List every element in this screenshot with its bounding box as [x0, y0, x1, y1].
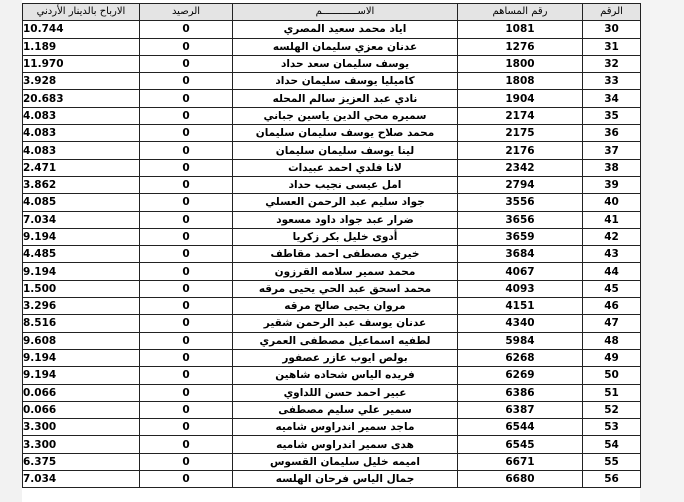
cell-member-number: 2174 — [458, 107, 583, 124]
table-row — [23, 315, 641, 332]
cell-profit: 7.034 — [23, 211, 140, 228]
cell-name: أدوى خليل بكر زكريا — [233, 228, 458, 245]
cell-balance: 0 — [140, 453, 233, 470]
table-row — [23, 107, 641, 124]
cell-num: 33 — [583, 73, 641, 90]
table-row — [23, 246, 641, 263]
cell-name: محمد صلاح يوسف سليمان سليمان — [233, 125, 458, 142]
cell-profit: 9.194 — [23, 367, 140, 384]
cell-member-number: 4151 — [458, 298, 583, 315]
table-row — [23, 21, 641, 38]
cell-profit: 9.194 — [23, 263, 140, 280]
cell-member-number: 2175 — [458, 125, 583, 142]
table-row — [23, 90, 641, 107]
cell-name: هدى سمير اندراوس شاميه — [233, 436, 458, 453]
table-row — [23, 384, 641, 401]
table-row — [23, 228, 641, 245]
cell-name: بولص ايوب عازر عصفور — [233, 349, 458, 366]
cell-member-number: 3556 — [458, 194, 583, 211]
cell-member-number: 6671 — [458, 453, 583, 470]
cell-name: نادي عبد العزيز سالم المحله — [233, 90, 458, 107]
cell-name: عدنان يوسف عبد الرحمن شقير — [233, 315, 458, 332]
cell-member-number: 1276 — [458, 38, 583, 55]
header-member-number: رقم المساهم — [458, 4, 583, 21]
cell-profit: 1.500 — [23, 280, 140, 297]
cell-num: 54 — [583, 436, 641, 453]
cell-name: فريده الياس شحاده شاهين — [233, 367, 458, 384]
cell-profit: 9.194 — [23, 349, 140, 366]
cell-name: محمد سمير سلامه القرزون — [233, 263, 458, 280]
cell-balance: 0 — [140, 90, 233, 107]
cell-balance: 0 — [140, 176, 233, 193]
cell-profit: 3.296 — [23, 298, 140, 315]
cell-balance: 0 — [140, 107, 233, 124]
cell-name: جمال الياس فرحان الهلسه — [233, 471, 458, 488]
cell-num: 43 — [583, 246, 641, 263]
cell-num: 42 — [583, 228, 641, 245]
cell-member-number: 1808 — [458, 73, 583, 90]
header-num: الرقم — [583, 4, 641, 21]
cell-num: 49 — [583, 349, 641, 366]
cell-balance: 0 — [140, 263, 233, 280]
cell-balance: 0 — [140, 194, 233, 211]
cell-member-number: 1081 — [458, 21, 583, 38]
cell-profit: 3.928 — [23, 73, 140, 90]
cell-num: 41 — [583, 211, 641, 228]
cell-member-number: 6269 — [458, 367, 583, 384]
cell-profit: 4.485 — [23, 246, 140, 263]
table-row — [23, 125, 641, 142]
table-row — [23, 263, 641, 280]
cell-profit: 3.300 — [23, 419, 140, 436]
cell-name: لطفيه اسماعيل مصطفى العمري — [233, 332, 458, 349]
table-row — [23, 194, 641, 211]
cell-name: ماجد سمير اندراوس شاميه — [233, 419, 458, 436]
cell-member-number: 4340 — [458, 315, 583, 332]
table-row — [23, 332, 641, 349]
table-row — [23, 55, 641, 72]
cell-balance: 0 — [140, 211, 233, 228]
cell-member-number: 1904 — [458, 90, 583, 107]
right-margin — [640, 0, 684, 502]
cell-profit: 6.375 — [23, 453, 140, 470]
cell-num: 55 — [583, 453, 641, 470]
cell-profit: 7.034 — [23, 471, 140, 488]
table-row — [23, 159, 641, 176]
cell-num: 34 — [583, 90, 641, 107]
cell-balance: 0 — [140, 436, 233, 453]
table-row — [23, 176, 641, 193]
cell-num: 36 — [583, 125, 641, 142]
cell-name: اميمه خليل سليمان القسوس — [233, 453, 458, 470]
cell-name: عدنان معزي سليمان الهلسه — [233, 38, 458, 55]
table-row — [23, 349, 641, 366]
cell-name: ضرار عبد جواد داود مسعود — [233, 211, 458, 228]
table-row — [23, 401, 641, 418]
header-balance: الرصيد — [140, 4, 233, 21]
cell-num: 48 — [583, 332, 641, 349]
cell-name: لينا يوسف سليمان سليمان — [233, 142, 458, 159]
cell-profit: 3.300 — [23, 436, 140, 453]
cell-profit: 2.471 — [23, 159, 140, 176]
cell-num: 32 — [583, 55, 641, 72]
cell-name: مروان يحيى صالح مرقه — [233, 298, 458, 315]
table-row — [23, 419, 641, 436]
cell-member-number: 4067 — [458, 263, 583, 280]
cell-balance: 0 — [140, 38, 233, 55]
cell-member-number: 6268 — [458, 349, 583, 366]
cell-balance: 0 — [140, 298, 233, 315]
cell-balance: 0 — [140, 228, 233, 245]
cell-num: 38 — [583, 159, 641, 176]
cell-member-number: 5984 — [458, 332, 583, 349]
table-header-row — [23, 4, 641, 21]
cell-profit: 10.744 — [23, 21, 140, 38]
cell-num: 44 — [583, 263, 641, 280]
cell-member-number: 2342 — [458, 159, 583, 176]
shareholders-profits-table — [22, 3, 641, 488]
table-row — [23, 436, 641, 453]
cell-balance: 0 — [140, 471, 233, 488]
cell-profit: 4.083 — [23, 107, 140, 124]
cell-name: امل عيسى نجيب حداد — [233, 176, 458, 193]
cell-member-number: 6544 — [458, 419, 583, 436]
cell-profit: 8.516 — [23, 315, 140, 332]
cell-num: 30 — [583, 21, 641, 38]
cell-balance: 0 — [140, 142, 233, 159]
cell-balance: 0 — [140, 401, 233, 418]
header-name: الاســــــــــــم — [233, 4, 458, 21]
cell-member-number: 6545 — [458, 436, 583, 453]
cell-member-number: 6386 — [458, 384, 583, 401]
cell-num: 46 — [583, 298, 641, 315]
table-body — [23, 21, 641, 488]
table-row — [23, 298, 641, 315]
table-row — [23, 73, 641, 90]
cell-profit: 4.083 — [23, 125, 140, 142]
cell-profit: 1.189 — [23, 38, 140, 55]
table-row — [23, 280, 641, 297]
cell-num: 52 — [583, 401, 641, 418]
cell-balance: 0 — [140, 280, 233, 297]
table-row — [23, 367, 641, 384]
cell-num: 47 — [583, 315, 641, 332]
cell-balance: 0 — [140, 159, 233, 176]
cell-profit: 4.085 — [23, 194, 140, 211]
cell-member-number: 3656 — [458, 211, 583, 228]
cell-name: يوسف سليمان سعد حداد — [233, 55, 458, 72]
cell-num: 39 — [583, 176, 641, 193]
cell-balance: 0 — [140, 55, 233, 72]
cell-profit: 11.970 — [23, 55, 140, 72]
cell-balance: 0 — [140, 384, 233, 401]
cell-profit: 0.066 — [23, 401, 140, 418]
cell-num: 51 — [583, 384, 641, 401]
table-row — [23, 453, 641, 470]
cell-num: 50 — [583, 367, 641, 384]
cell-member-number: 4093 — [458, 280, 583, 297]
table-row — [23, 142, 641, 159]
cell-balance: 0 — [140, 315, 233, 332]
cell-name: جواد سليم عبد الرحمن العسلي — [233, 194, 458, 211]
cell-balance: 0 — [140, 332, 233, 349]
cell-name: خيري مصطفى احمد مقاطف — [233, 246, 458, 263]
cell-num: 37 — [583, 142, 641, 159]
cell-member-number: 3659 — [458, 228, 583, 245]
cell-balance: 0 — [140, 246, 233, 263]
cell-member-number: 6387 — [458, 401, 583, 418]
cell-num: 40 — [583, 194, 641, 211]
left-margin — [0, 0, 22, 502]
cell-member-number: 2794 — [458, 176, 583, 193]
cell-name: محمد اسحق عبد الحي يحيى مرقه — [233, 280, 458, 297]
cell-balance: 0 — [140, 73, 233, 90]
table-row — [23, 211, 641, 228]
cell-name: سمير علي سليم مصطفى — [233, 401, 458, 418]
cell-num: 53 — [583, 419, 641, 436]
cell-name: اياد محمد سعيد المصري — [233, 21, 458, 38]
cell-profit: 20.683 — [23, 90, 140, 107]
cell-profit: 0.066 — [23, 384, 140, 401]
cell-profit: 9.608 — [23, 332, 140, 349]
cell-name: سميره محي الدين ياسين جباني — [233, 107, 458, 124]
cell-member-number: 2176 — [458, 142, 583, 159]
cell-balance: 0 — [140, 419, 233, 436]
table-row — [23, 471, 641, 488]
cell-member-number: 6680 — [458, 471, 583, 488]
cell-name: كاميليا يوسف سليمان حداد — [233, 73, 458, 90]
cell-profit: 3.862 — [23, 176, 140, 193]
cell-num: 31 — [583, 38, 641, 55]
cell-num: 45 — [583, 280, 641, 297]
cell-profit: 9.194 — [23, 228, 140, 245]
table-row — [23, 38, 641, 55]
cell-balance: 0 — [140, 125, 233, 142]
cell-balance: 0 — [140, 349, 233, 366]
cell-member-number: 1800 — [458, 55, 583, 72]
cell-balance: 0 — [140, 367, 233, 384]
cell-name: عبير احمد حسن اللداوي — [233, 384, 458, 401]
cell-num: 56 — [583, 471, 641, 488]
cell-profit: 4.083 — [23, 142, 140, 159]
cell-balance: 0 — [140, 21, 233, 38]
cell-name: لانا فلدي احمد عبيدات — [233, 159, 458, 176]
cell-num: 35 — [583, 107, 641, 124]
cell-member-number: 3684 — [458, 246, 583, 263]
header-profit: الارباح بالدينار الأردني — [23, 4, 140, 21]
